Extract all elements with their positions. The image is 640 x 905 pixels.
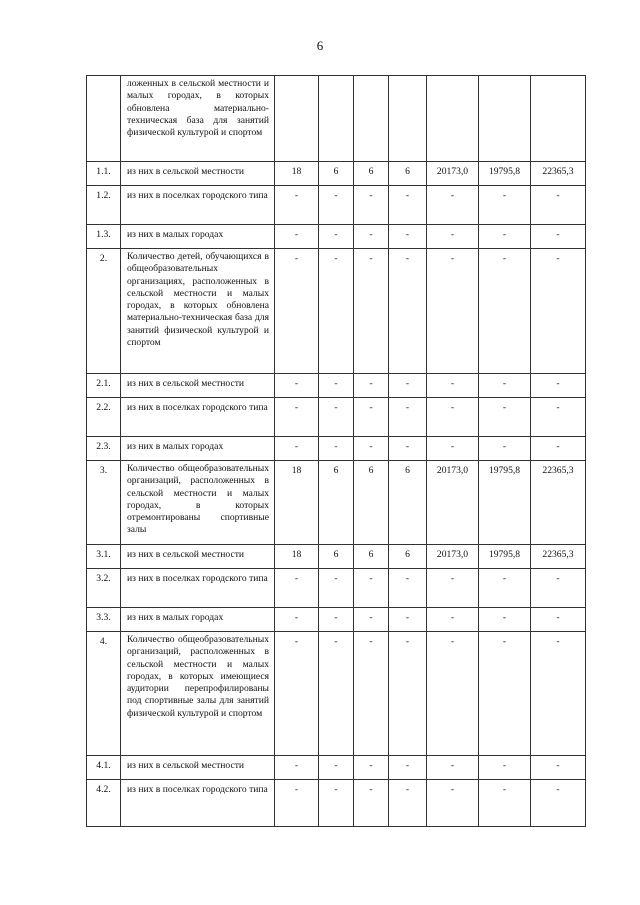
row-value: 6 — [389, 461, 427, 545]
row-value: - — [389, 756, 427, 780]
row-description: ложенных в сельской местности и малых городах, в которых обновлена материально-техническая база для занятий физической культурой и спортом — [121, 76, 275, 162]
row-value: 19795,8 — [479, 545, 531, 569]
row-description: из них в поселках городского типа — [121, 780, 275, 827]
row-value: 20173,0 — [427, 461, 479, 545]
row-value: - — [354, 756, 389, 780]
row-value: 22365,3 — [531, 162, 586, 186]
row-value — [319, 76, 354, 162]
row-value: 19795,8 — [479, 461, 531, 545]
row-value: - — [389, 569, 427, 608]
table-row — [87, 632, 586, 756]
row-description: Количество детей, обучающихся в общеобразовательных организациях, расположенных в сельской местности и малых городах, в которых обновлена материально-техническая база для занятий физической культурой и спортом — [121, 249, 275, 374]
row-value: 6 — [354, 461, 389, 545]
row-value: - — [275, 756, 319, 780]
row-value — [479, 76, 531, 162]
row-value: 20173,0 — [427, 162, 479, 186]
row-value: 6 — [319, 461, 354, 545]
row-value: 18 — [275, 545, 319, 569]
row-value: - — [319, 437, 354, 461]
row-value: - — [389, 186, 427, 225]
table-row — [87, 225, 586, 249]
row-value: 6 — [319, 162, 354, 186]
row-value: - — [427, 186, 479, 225]
table-row — [87, 780, 586, 827]
data-table — [86, 75, 586, 827]
row-value: - — [275, 780, 319, 827]
row-value: - — [479, 374, 531, 398]
row-value: - — [427, 608, 479, 632]
row-value: - — [531, 632, 586, 756]
row-value: 6 — [389, 162, 427, 186]
row-value: - — [319, 225, 354, 249]
table-row — [87, 162, 586, 186]
row-description: из них в поселках городского типа — [121, 569, 275, 608]
row-value: - — [427, 374, 479, 398]
row-value: 6 — [354, 162, 389, 186]
row-value: 18 — [275, 461, 319, 545]
table-row — [87, 398, 586, 437]
row-value: - — [275, 437, 319, 461]
row-value: 19795,8 — [479, 162, 531, 186]
row-value — [427, 76, 479, 162]
row-value: - — [319, 249, 354, 374]
row-value: - — [389, 225, 427, 249]
table-row — [87, 461, 586, 545]
row-value: - — [531, 569, 586, 608]
row-value: - — [354, 186, 389, 225]
row-value: 22365,3 — [531, 461, 586, 545]
row-value: - — [479, 437, 531, 461]
row-description: из них в сельской местности — [121, 545, 275, 569]
row-description: из них в поселках городского типа — [121, 186, 275, 225]
row-description: из них в сельской местности — [121, 162, 275, 186]
table-row — [87, 374, 586, 398]
table-row — [87, 186, 586, 225]
row-description: Количество общеобразовательных организаций, расположенных в сельской местности и малых городах, в которых отремонтированы спортивные залы — [121, 461, 275, 545]
table-row — [87, 76, 586, 162]
row-value: - — [389, 249, 427, 374]
row-value: - — [319, 186, 354, 225]
row-value: - — [389, 780, 427, 827]
row-value: - — [531, 374, 586, 398]
row-value: - — [531, 249, 586, 374]
row-description: из них в сельской местности — [121, 374, 275, 398]
row-number: 4.1. — [87, 756, 121, 780]
row-value — [531, 76, 586, 162]
row-value: - — [319, 374, 354, 398]
row-value: - — [479, 398, 531, 437]
row-number — [87, 76, 121, 162]
row-description: из них в малых городах — [121, 608, 275, 632]
row-value: - — [531, 398, 586, 437]
row-number: 2.3. — [87, 437, 121, 461]
row-value: - — [531, 780, 586, 827]
row-value: - — [354, 437, 389, 461]
row-value: - — [531, 186, 586, 225]
row-value: - — [479, 569, 531, 608]
row-value: - — [354, 780, 389, 827]
row-value: - — [319, 569, 354, 608]
row-value: - — [479, 249, 531, 374]
row-number: 4. — [87, 632, 121, 756]
row-value: - — [319, 780, 354, 827]
row-value: - — [389, 437, 427, 461]
row-number: 1.3. — [87, 225, 121, 249]
row-value — [354, 76, 389, 162]
row-number: 2. — [87, 249, 121, 374]
row-value: - — [354, 398, 389, 437]
row-number: 3. — [87, 461, 121, 545]
row-description: из них в сельской местности — [121, 756, 275, 780]
row-value: - — [427, 756, 479, 780]
row-value: - — [479, 225, 531, 249]
row-value: - — [531, 225, 586, 249]
row-value: 6 — [389, 545, 427, 569]
row-value: - — [389, 632, 427, 756]
row-value: 22365,3 — [531, 545, 586, 569]
row-value: - — [319, 632, 354, 756]
table-row — [87, 545, 586, 569]
row-value: - — [354, 569, 389, 608]
row-value: - — [319, 398, 354, 437]
table-row — [87, 437, 586, 461]
table-row — [87, 756, 586, 780]
row-value: - — [389, 398, 427, 437]
table-row — [87, 249, 586, 374]
row-value: - — [275, 569, 319, 608]
row-value: - — [354, 632, 389, 756]
row-description: из них в малых городах — [121, 225, 275, 249]
row-value: - — [319, 756, 354, 780]
row-number: 2.1. — [87, 374, 121, 398]
row-number: 4.2. — [87, 780, 121, 827]
row-value: - — [427, 398, 479, 437]
row-value: - — [427, 249, 479, 374]
row-value: - — [531, 437, 586, 461]
row-value: 18 — [275, 162, 319, 186]
row-value: - — [275, 398, 319, 437]
row-value: - — [354, 249, 389, 374]
row-description: Количество общеобразовательных организаций, расположенных в сельской местности и малых городах, в которых имеющиеся аудитории перепрофилированы под спортивные залы для занятий физической культурой и спортом — [121, 632, 275, 756]
row-value: 6 — [354, 545, 389, 569]
row-number: 1.2. — [87, 186, 121, 225]
row-value: - — [427, 437, 479, 461]
row-value: - — [354, 225, 389, 249]
row-description: из них в малых городах — [121, 437, 275, 461]
row-value: - — [427, 569, 479, 608]
row-value: - — [427, 780, 479, 827]
row-value: - — [479, 756, 531, 780]
row-number: 1.1. — [87, 162, 121, 186]
row-value: - — [479, 186, 531, 225]
row-value — [275, 76, 319, 162]
page-number: 6 — [316, 38, 324, 53]
row-value: - — [354, 374, 389, 398]
row-value: - — [427, 632, 479, 756]
row-value: - — [275, 374, 319, 398]
row-value: - — [275, 249, 319, 374]
row-value: 20173,0 — [427, 545, 479, 569]
row-number: 2.2. — [87, 398, 121, 437]
table-row — [87, 608, 586, 632]
row-value: 6 — [319, 545, 354, 569]
row-value: - — [275, 608, 319, 632]
row-value: - — [275, 186, 319, 225]
row-value: - — [479, 780, 531, 827]
row-value: - — [319, 608, 354, 632]
row-value: - — [427, 225, 479, 249]
row-value: - — [531, 756, 586, 780]
row-value: - — [354, 608, 389, 632]
row-value: - — [531, 608, 586, 632]
row-value: - — [389, 608, 427, 632]
row-value — [389, 76, 427, 162]
row-description: из них в поселках городского типа — [121, 398, 275, 437]
row-value: - — [275, 632, 319, 756]
row-number: 3.3. — [87, 608, 121, 632]
row-value: - — [479, 632, 531, 756]
row-value: - — [275, 225, 319, 249]
row-value: - — [479, 608, 531, 632]
row-value: - — [389, 374, 427, 398]
row-number: 3.1. — [87, 545, 121, 569]
row-number: 3.2. — [87, 569, 121, 608]
table-row — [87, 569, 586, 608]
